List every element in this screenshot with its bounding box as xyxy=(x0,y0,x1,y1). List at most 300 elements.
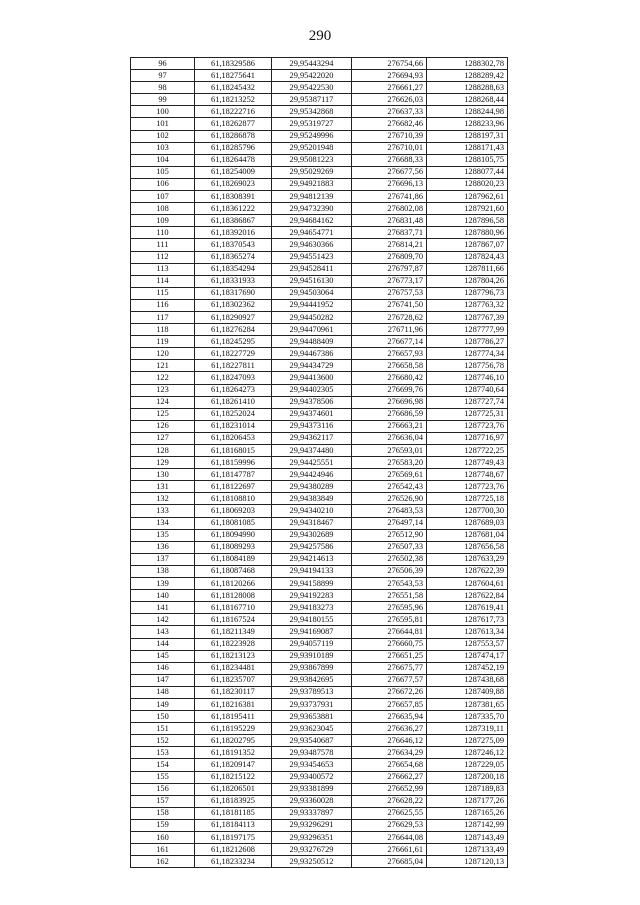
x-coordinate-cell: 276688,33 xyxy=(352,154,427,166)
x-coordinate-cell: 276741,50 xyxy=(352,299,427,311)
y-coordinate-cell: 1287633,29 xyxy=(427,553,508,565)
y-coordinate-cell: 1287824,43 xyxy=(427,251,508,263)
point-number-cell: 155 xyxy=(131,771,195,783)
point-number-cell: 122 xyxy=(131,372,195,384)
x-coordinate-cell: 276652,99 xyxy=(352,783,427,795)
longitude-cell: 29,93540687 xyxy=(272,735,352,747)
latitude-cell: 61,18269023 xyxy=(195,178,272,190)
x-coordinate-cell: 276837,71 xyxy=(352,227,427,239)
latitude-cell: 61,18264478 xyxy=(195,154,272,166)
latitude-cell: 61,18197175 xyxy=(195,832,272,844)
latitude-cell: 61,18081085 xyxy=(195,517,272,529)
longitude-cell: 29,93867899 xyxy=(272,662,352,674)
latitude-cell: 61,18084189 xyxy=(195,553,272,565)
x-coordinate-cell: 276497,14 xyxy=(352,517,427,529)
y-coordinate-cell: 1287189,83 xyxy=(427,783,508,795)
longitude-cell: 29,94470961 xyxy=(272,324,352,336)
longitude-cell: 29,94374601 xyxy=(272,408,352,420)
y-coordinate-cell: 1287656,58 xyxy=(427,541,508,553)
point-number-cell: 144 xyxy=(131,638,195,650)
table-row xyxy=(131,505,508,517)
latitude-cell: 61,18183925 xyxy=(195,795,272,807)
x-coordinate-cell: 276696,98 xyxy=(352,396,427,408)
point-number-cell: 114 xyxy=(131,275,195,287)
point-number-cell: 102 xyxy=(131,130,195,142)
longitude-cell: 29,93737931 xyxy=(272,698,352,710)
longitude-cell: 29,94516130 xyxy=(272,275,352,287)
x-coordinate-cell: 276662,27 xyxy=(352,771,427,783)
x-coordinate-cell: 276657,93 xyxy=(352,348,427,360)
longitude-cell: 29,94057119 xyxy=(272,638,352,650)
latitude-cell: 61,18231014 xyxy=(195,420,272,432)
y-coordinate-cell: 1287725,18 xyxy=(427,493,508,505)
x-coordinate-cell: 276677,14 xyxy=(352,336,427,348)
point-number-cell: 158 xyxy=(131,807,195,819)
x-coordinate-cell: 276658,58 xyxy=(352,360,427,372)
y-coordinate-cell: 1287622,39 xyxy=(427,565,508,577)
x-coordinate-cell: 276802,08 xyxy=(352,203,427,215)
point-number-cell: 112 xyxy=(131,251,195,263)
table-row xyxy=(131,178,508,190)
longitude-cell: 29,95081223 xyxy=(272,154,352,166)
y-coordinate-cell: 1287740,64 xyxy=(427,384,508,396)
latitude-cell: 61,18392016 xyxy=(195,227,272,239)
table-row xyxy=(131,239,508,251)
y-coordinate-cell: 1287319,11 xyxy=(427,723,508,735)
table-row xyxy=(131,493,508,505)
x-coordinate-cell: 276551,58 xyxy=(352,590,427,602)
y-coordinate-cell: 1287796,73 xyxy=(427,287,508,299)
longitude-cell: 29,93296351 xyxy=(272,832,352,844)
page-number: 290 xyxy=(308,28,332,44)
x-coordinate-cell: 276661,61 xyxy=(352,844,427,856)
table-row xyxy=(131,215,508,227)
latitude-cell: 61,18191352 xyxy=(195,747,272,759)
longitude-cell: 29,94441952 xyxy=(272,299,352,311)
latitude-cell: 61,18317690 xyxy=(195,287,272,299)
latitude-cell: 61,18128008 xyxy=(195,590,272,602)
x-coordinate-cell: 276595,81 xyxy=(352,614,427,626)
point-number-cell: 152 xyxy=(131,735,195,747)
latitude-cell: 61,18147787 xyxy=(195,469,272,481)
table-row xyxy=(131,118,508,130)
coordinates-table xyxy=(130,57,508,868)
x-coordinate-cell: 276696,13 xyxy=(352,178,427,190)
latitude-cell: 61,18195229 xyxy=(195,723,272,735)
x-coordinate-cell: 276651,25 xyxy=(352,650,427,662)
point-number-cell: 97 xyxy=(131,70,195,82)
x-coordinate-cell: 276526,90 xyxy=(352,493,427,505)
latitude-cell: 61,18227729 xyxy=(195,348,272,360)
table-row xyxy=(131,82,508,94)
x-coordinate-cell: 276634,29 xyxy=(352,747,427,759)
y-coordinate-cell: 1287165,26 xyxy=(427,807,508,819)
point-number-cell: 103 xyxy=(131,142,195,154)
latitude-cell: 61,18252024 xyxy=(195,408,272,420)
longitude-cell: 29,93789513 xyxy=(272,686,352,698)
table-row xyxy=(131,457,508,469)
latitude-cell: 61,18089293 xyxy=(195,541,272,553)
point-number-cell: 129 xyxy=(131,457,195,469)
latitude-cell: 61,18302362 xyxy=(195,299,272,311)
longitude-cell: 29,93276729 xyxy=(272,844,352,856)
point-number-cell: 136 xyxy=(131,541,195,553)
x-coordinate-cell: 276663,21 xyxy=(352,420,427,432)
point-number-cell: 113 xyxy=(131,263,195,275)
point-number-cell: 154 xyxy=(131,759,195,771)
longitude-cell: 29,94378506 xyxy=(272,396,352,408)
longitude-cell: 29,94503064 xyxy=(272,287,352,299)
point-number-cell: 147 xyxy=(131,674,195,686)
table-row xyxy=(131,650,508,662)
table-row xyxy=(131,396,508,408)
x-coordinate-cell: 276686,59 xyxy=(352,408,427,420)
point-number-cell: 160 xyxy=(131,832,195,844)
table-row xyxy=(131,275,508,287)
latitude-cell: 61,18069203 xyxy=(195,505,272,517)
longitude-cell: 29,94684162 xyxy=(272,215,352,227)
latitude-cell: 61,18216381 xyxy=(195,698,272,710)
table-row xyxy=(131,191,508,203)
y-coordinate-cell: 1288171,43 xyxy=(427,142,508,154)
y-coordinate-cell: 1287438,68 xyxy=(427,674,508,686)
y-coordinate-cell: 1287553,57 xyxy=(427,638,508,650)
y-coordinate-cell: 1288244,98 xyxy=(427,106,508,118)
x-coordinate-cell: 276569,61 xyxy=(352,469,427,481)
table-row xyxy=(131,348,508,360)
point-number-cell: 117 xyxy=(131,311,195,323)
longitude-cell: 29,94180155 xyxy=(272,614,352,626)
table-row xyxy=(131,844,508,856)
latitude-cell: 61,18211349 xyxy=(195,626,272,638)
longitude-cell: 29,94340210 xyxy=(272,505,352,517)
y-coordinate-cell: 1287275,09 xyxy=(427,735,508,747)
table-row xyxy=(131,227,508,239)
table-row xyxy=(131,638,508,650)
table-row xyxy=(131,432,508,444)
longitude-cell: 29,94183273 xyxy=(272,602,352,614)
longitude-cell: 29,94732390 xyxy=(272,203,352,215)
table-row xyxy=(131,698,508,710)
x-coordinate-cell: 276506,39 xyxy=(352,565,427,577)
table-row xyxy=(131,626,508,638)
x-coordinate-cell: 276543,53 xyxy=(352,578,427,590)
latitude-cell: 61,18230117 xyxy=(195,686,272,698)
longitude-cell: 29,95422020 xyxy=(272,70,352,82)
longitude-cell: 29,94434729 xyxy=(272,360,352,372)
point-number-cell: 96 xyxy=(131,58,195,70)
y-coordinate-cell: 1288020,23 xyxy=(427,178,508,190)
latitude-cell: 61,18370543 xyxy=(195,239,272,251)
longitude-cell: 29,94214613 xyxy=(272,553,352,565)
latitude-cell: 61,18286878 xyxy=(195,130,272,142)
longitude-cell: 29,95342868 xyxy=(272,106,352,118)
point-number-cell: 119 xyxy=(131,336,195,348)
x-coordinate-cell: 276754,66 xyxy=(352,58,427,70)
latitude-cell: 61,18215122 xyxy=(195,771,272,783)
point-number-cell: 134 xyxy=(131,517,195,529)
y-coordinate-cell: 1287700,30 xyxy=(427,505,508,517)
latitude-cell: 61,18245295 xyxy=(195,336,272,348)
longitude-cell: 29,94528411 xyxy=(272,263,352,275)
latitude-cell: 61,18254009 xyxy=(195,166,272,178)
table-row xyxy=(131,735,508,747)
y-coordinate-cell: 1287723,76 xyxy=(427,481,508,493)
longitude-cell: 29,94374480 xyxy=(272,445,352,457)
y-coordinate-cell: 1288302,78 xyxy=(427,58,508,70)
latitude-cell: 61,18233234 xyxy=(195,856,272,868)
longitude-cell: 29,94158899 xyxy=(272,578,352,590)
x-coordinate-cell: 276831,48 xyxy=(352,215,427,227)
x-coordinate-cell: 276595,96 xyxy=(352,602,427,614)
y-coordinate-cell: 1287727,74 xyxy=(427,396,508,408)
x-coordinate-cell: 276660,75 xyxy=(352,638,427,650)
point-number-cell: 143 xyxy=(131,626,195,638)
y-coordinate-cell: 1287749,43 xyxy=(427,457,508,469)
table-row xyxy=(131,553,508,565)
table-row xyxy=(131,723,508,735)
point-number-cell: 130 xyxy=(131,469,195,481)
table-row xyxy=(131,759,508,771)
y-coordinate-cell: 1287200,18 xyxy=(427,771,508,783)
longitude-cell: 29,94630366 xyxy=(272,239,352,251)
x-coordinate-cell: 276626,03 xyxy=(352,94,427,106)
point-number-cell: 128 xyxy=(131,445,195,457)
x-coordinate-cell: 276646,12 xyxy=(352,735,427,747)
latitude-cell: 61,18361222 xyxy=(195,203,272,215)
table-row xyxy=(131,529,508,541)
table-row xyxy=(131,771,508,783)
x-coordinate-cell: 276636,27 xyxy=(352,723,427,735)
y-coordinate-cell: 1287811,66 xyxy=(427,263,508,275)
point-number-cell: 151 xyxy=(131,723,195,735)
longitude-cell: 29,94812139 xyxy=(272,191,352,203)
point-number-cell: 100 xyxy=(131,106,195,118)
y-coordinate-cell: 1287746,10 xyxy=(427,372,508,384)
table-row xyxy=(131,795,508,807)
latitude-cell: 61,18181185 xyxy=(195,807,272,819)
longitude-cell: 29,93910189 xyxy=(272,650,352,662)
table-row xyxy=(131,481,508,493)
y-coordinate-cell: 1287474,17 xyxy=(427,650,508,662)
latitude-cell: 61,18386867 xyxy=(195,215,272,227)
y-coordinate-cell: 1287409,88 xyxy=(427,686,508,698)
y-coordinate-cell: 1288288,63 xyxy=(427,82,508,94)
x-coordinate-cell: 276661,27 xyxy=(352,82,427,94)
latitude-cell: 61,18222716 xyxy=(195,106,272,118)
point-number-cell: 150 xyxy=(131,711,195,723)
longitude-cell: 29,94169087 xyxy=(272,626,352,638)
latitude-cell: 61,18087468 xyxy=(195,565,272,577)
latitude-cell: 61,18227811 xyxy=(195,360,272,372)
y-coordinate-cell: 1287681,04 xyxy=(427,529,508,541)
latitude-cell: 61,18275641 xyxy=(195,70,272,82)
longitude-cell: 29,94413600 xyxy=(272,372,352,384)
table-row xyxy=(131,94,508,106)
latitude-cell: 61,18329586 xyxy=(195,58,272,70)
y-coordinate-cell: 1287619,41 xyxy=(427,602,508,614)
y-coordinate-cell: 1287722,25 xyxy=(427,445,508,457)
latitude-cell: 61,18108810 xyxy=(195,493,272,505)
latitude-cell: 61,18213252 xyxy=(195,94,272,106)
table-row xyxy=(131,565,508,577)
y-coordinate-cell: 1287452,19 xyxy=(427,662,508,674)
x-coordinate-cell: 276773,17 xyxy=(352,275,427,287)
longitude-cell: 29,94257586 xyxy=(272,541,352,553)
point-number-cell: 133 xyxy=(131,505,195,517)
longitude-cell: 29,93360028 xyxy=(272,795,352,807)
y-coordinate-cell: 1287896,58 xyxy=(427,215,508,227)
y-coordinate-cell: 1287143,49 xyxy=(427,832,508,844)
y-coordinate-cell: 1287617,73 xyxy=(427,614,508,626)
x-coordinate-cell: 276644,08 xyxy=(352,832,427,844)
point-number-cell: 139 xyxy=(131,578,195,590)
x-coordinate-cell: 276593,01 xyxy=(352,445,427,457)
table-row xyxy=(131,154,508,166)
table-row xyxy=(131,819,508,831)
latitude-cell: 61,18167710 xyxy=(195,602,272,614)
x-coordinate-cell: 276797,87 xyxy=(352,263,427,275)
point-number-cell: 108 xyxy=(131,203,195,215)
table-row xyxy=(131,142,508,154)
y-coordinate-cell: 1288077,44 xyxy=(427,166,508,178)
latitude-cell: 61,18262877 xyxy=(195,118,272,130)
y-coordinate-cell: 1287880,96 xyxy=(427,227,508,239)
latitude-cell: 61,18213123 xyxy=(195,650,272,662)
table-row xyxy=(131,614,508,626)
x-coordinate-cell: 276625,55 xyxy=(352,807,427,819)
table-row xyxy=(131,70,508,82)
y-coordinate-cell: 1287142,99 xyxy=(427,819,508,831)
longitude-cell: 29,95422530 xyxy=(272,82,352,94)
table-row xyxy=(131,263,508,275)
x-coordinate-cell: 276654,68 xyxy=(352,759,427,771)
point-number-cell: 148 xyxy=(131,686,195,698)
latitude-cell: 61,18331933 xyxy=(195,275,272,287)
coordinates-table-body xyxy=(131,58,508,868)
latitude-cell: 61,18202795 xyxy=(195,735,272,747)
table-row xyxy=(131,469,508,481)
latitude-cell: 61,18206453 xyxy=(195,432,272,444)
x-coordinate-cell: 276685,04 xyxy=(352,856,427,868)
point-number-cell: 109 xyxy=(131,215,195,227)
table-row xyxy=(131,336,508,348)
latitude-cell: 61,18308391 xyxy=(195,191,272,203)
point-number-cell: 153 xyxy=(131,747,195,759)
latitude-cell: 61,18285796 xyxy=(195,142,272,154)
y-coordinate-cell: 1287763,32 xyxy=(427,299,508,311)
table-row xyxy=(131,445,508,457)
y-coordinate-cell: 1287723,76 xyxy=(427,420,508,432)
longitude-cell: 29,94302689 xyxy=(272,529,352,541)
longitude-cell: 29,93337897 xyxy=(272,807,352,819)
point-number-cell: 146 xyxy=(131,662,195,674)
latitude-cell: 61,18212608 xyxy=(195,844,272,856)
longitude-cell: 29,93454653 xyxy=(272,759,352,771)
x-coordinate-cell: 276637,33 xyxy=(352,106,427,118)
x-coordinate-cell: 276542,43 xyxy=(352,481,427,493)
table-row xyxy=(131,372,508,384)
point-number-cell: 126 xyxy=(131,420,195,432)
x-coordinate-cell: 276644,81 xyxy=(352,626,427,638)
longitude-cell: 29,94467386 xyxy=(272,348,352,360)
longitude-cell: 29,95249996 xyxy=(272,130,352,142)
y-coordinate-cell: 1287381,65 xyxy=(427,698,508,710)
table-row xyxy=(131,807,508,819)
longitude-cell: 29,94425551 xyxy=(272,457,352,469)
point-number-cell: 138 xyxy=(131,565,195,577)
y-coordinate-cell: 1287774,34 xyxy=(427,348,508,360)
table-row xyxy=(131,130,508,142)
latitude-cell: 61,18365274 xyxy=(195,251,272,263)
y-coordinate-cell: 1287777,99 xyxy=(427,324,508,336)
table-row xyxy=(131,602,508,614)
longitude-cell: 29,95029269 xyxy=(272,166,352,178)
longitude-cell: 29,95319727 xyxy=(272,118,352,130)
longitude-cell: 29,95443294 xyxy=(272,58,352,70)
point-number-cell: 110 xyxy=(131,227,195,239)
x-coordinate-cell: 276483,53 xyxy=(352,505,427,517)
y-coordinate-cell: 1287716,97 xyxy=(427,432,508,444)
longitude-cell: 29,94450282 xyxy=(272,311,352,323)
longitude-cell: 29,94194133 xyxy=(272,565,352,577)
table-row xyxy=(131,517,508,529)
longitude-cell: 29,93623045 xyxy=(272,723,352,735)
latitude-cell: 61,18206501 xyxy=(195,783,272,795)
table-row xyxy=(131,360,508,372)
x-coordinate-cell: 276583,20 xyxy=(352,457,427,469)
point-number-cell: 98 xyxy=(131,82,195,94)
latitude-cell: 61,18234481 xyxy=(195,662,272,674)
table-row xyxy=(131,58,508,70)
point-number-cell: 115 xyxy=(131,287,195,299)
x-coordinate-cell: 276507,33 xyxy=(352,541,427,553)
table-row xyxy=(131,590,508,602)
y-coordinate-cell: 1287748,67 xyxy=(427,469,508,481)
point-number-cell: 107 xyxy=(131,191,195,203)
y-coordinate-cell: 1287786,27 xyxy=(427,336,508,348)
y-coordinate-cell: 1287756,78 xyxy=(427,360,508,372)
table-row xyxy=(131,203,508,215)
x-coordinate-cell: 276809,70 xyxy=(352,251,427,263)
table-row xyxy=(131,311,508,323)
longitude-cell: 29,93487578 xyxy=(272,747,352,759)
table-row xyxy=(131,287,508,299)
y-coordinate-cell: 1287335,70 xyxy=(427,711,508,723)
y-coordinate-cell: 1288105,75 xyxy=(427,154,508,166)
table-row xyxy=(131,541,508,553)
x-coordinate-cell: 276694,93 xyxy=(352,70,427,82)
point-number-cell: 120 xyxy=(131,348,195,360)
point-number-cell: 111 xyxy=(131,239,195,251)
point-number-cell: 157 xyxy=(131,795,195,807)
latitude-cell: 61,18235707 xyxy=(195,674,272,686)
x-coordinate-cell: 276636,04 xyxy=(352,432,427,444)
longitude-cell: 29,94551423 xyxy=(272,251,352,263)
table-row xyxy=(131,662,508,674)
x-coordinate-cell: 276699,76 xyxy=(352,384,427,396)
y-coordinate-cell: 1288233,96 xyxy=(427,118,508,130)
longitude-cell: 29,94383849 xyxy=(272,493,352,505)
point-number-cell: 159 xyxy=(131,819,195,831)
longitude-cell: 29,94488409 xyxy=(272,336,352,348)
point-number-cell: 162 xyxy=(131,856,195,868)
x-coordinate-cell: 276502,38 xyxy=(352,553,427,565)
y-coordinate-cell: 1287767,39 xyxy=(427,311,508,323)
longitude-cell: 29,93400572 xyxy=(272,771,352,783)
table-row xyxy=(131,832,508,844)
y-coordinate-cell: 1287120,13 xyxy=(427,856,508,868)
